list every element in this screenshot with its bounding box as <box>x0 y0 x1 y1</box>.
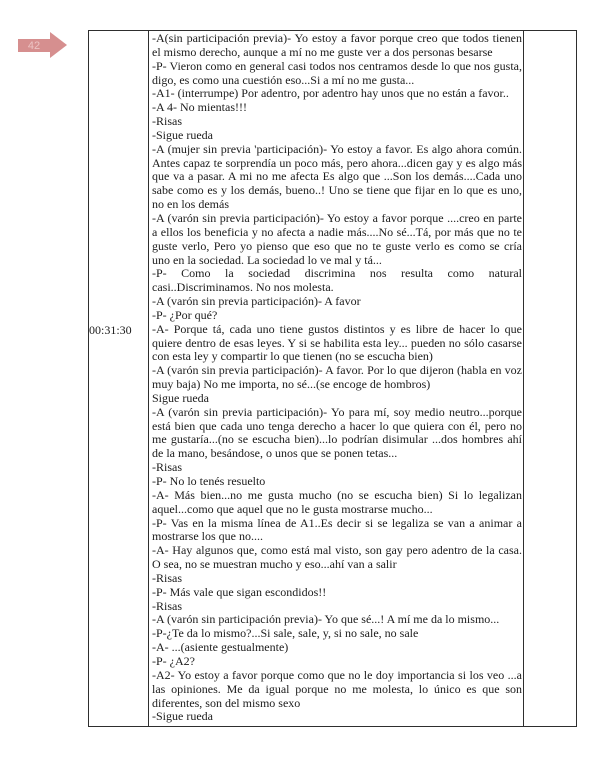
transcript-paragraph: -Risas <box>152 114 182 129</box>
transcript-paragraph: -A- Más bien...no me gusta mucho (no se escucha bien) Si lo legalizan aquel...como que aquel que no le gusta mostrarse mucho... <box>152 487 522 516</box>
comment-marker-body <box>18 39 50 52</box>
transcript-paragraph: -Sigue rueda <box>152 127 213 142</box>
timestamp-value: 00:31:30 <box>89 323 132 337</box>
empty-cell <box>524 31 576 726</box>
transcript-cell <box>149 31 524 726</box>
transcript-paragraph: -A (varón sin previa participación)- A favor <box>152 294 361 309</box>
transcript-table <box>88 30 577 727</box>
transcript-paragraph: -P- No lo tenés resuelto <box>152 474 266 488</box>
transcript-paragraph: -P- Como la sociedad discrimina nos resulta como natural casi..Discriminamos. No nos molesta. <box>152 266 522 295</box>
transcript-paragraph: -A (varón sin participación previa)- Yo que sé...! A mí me da lo mismo... <box>152 612 500 627</box>
transcript-paragraph: -A (varón sin previa participación)- Yo para mí, soy medio neutro...porque está bien que cada uno tenga derecho a hacer lo que quiera con él, pero no me gustaría...(no se escucha bien)...lo podrían disimular ...dos hombres ahí de la mano, besándose, o unos que se ponen tetas... <box>152 404 522 461</box>
transcript-paragraph: -Risas <box>152 598 182 613</box>
transcript-paragraph: Sigue rueda <box>152 390 209 405</box>
transcript-paragraph: -A2- Yo estoy a favor porque como que no le doy importancia si los veo ...a las opiniones. Me da igual porque no me molesta, lo único es que son diferentes, son del mismo sexo <box>152 667 522 710</box>
transcript-paragraph: -P-¿Te da lo mismo?...Si sale, sale, y, si no sale, no sale <box>152 626 419 641</box>
transcript-paragraph: -A (mujer sin previa 'participación)- Yo estoy a favor. Es algo ahora común. Antes capaz te sorprendía un poco más, pero ahora...dicen gay y es algo más que va a pasar. A mi no me afecta Es algo que ...Son los demás....Cada uno sabe como es y los demás, bueno..! Uno se tiene que fijar en lo que es uno, no en los demás <box>152 141 522 212</box>
transcript-paragraph: -P- Más vale que sigan escondidos!! <box>152 584 327 599</box>
transcript-paragraph: -A- Hay algunos que, como está mal visto, son gay pero adentro de la casa. O sea, no se muestran mucho y eso...ahí van a salir <box>152 543 522 572</box>
comment-marker-arrow <box>18 32 67 58</box>
transcript-paragraph: -P- ¿Por qué? <box>152 307 218 322</box>
timestamp-cell <box>89 31 149 726</box>
transcript-paragraph: -Risas <box>152 460 182 475</box>
transcript-paragraph: -A (varón sin previa participación)- A favor. Por lo que dijeron (habla en voz muy baja) No me importa, no sé...(se encoge de hombros) <box>152 363 522 392</box>
transcript-paragraph: -Risas <box>152 570 182 585</box>
transcript-paragraph: -A(sin participación previa)- Yo estoy a favor porque creo que todos tienen el mismo derecho, aunque a mí no me guste ver a dos personas besarse <box>152 31 522 59</box>
comment-marker-number: 42 <box>27 39 41 52</box>
transcript-paragraph: -A 4- No mientas!!! <box>152 100 247 115</box>
arrow-right-icon <box>50 32 67 58</box>
transcript-paragraph: -A- Porque tá, cada uno tiene gustos distintos y es libre de hacer lo que quiere dentro de esas leyes. Y si se habilita esta ley... pueden no sólo casarse con esta ley y compartir lo que tienen (no se escucha bien) <box>152 321 522 364</box>
transcript-paragraph: -P- ¿A2? <box>152 653 195 668</box>
transcript-paragraph: -A (varón sin previa participación)- Yo estoy a favor porque ....creo en parte a ellos los beneficia y no afecta a nadie más....No sé...Tá, por más que no te guste verlo, Pero yo pienso que eso que no te guste verlo es como se cría uno en la sociedad. La sociedad lo ve mal y tá... <box>152 210 522 267</box>
transcript-paragraph: -A1- (interrumpe) Por adentro, por adentro hay unos que no están a favor.. <box>152 86 509 101</box>
transcript-paragraph: -Sigue rueda <box>152 709 213 724</box>
transcript-paragraph: -P- Vieron como en general casi todos nos centramos desde lo que nos gusta, digo, es como una cuestión eso...Si a mí no me gusta... <box>152 58 522 87</box>
transcript-paragraph: -P- Vas en la misma línea de A1..Es decir si se legaliza se van a animar a mostrarse los que no.... <box>152 515 522 544</box>
transcript-paragraph: -A- ...(asiente gestualmente) <box>152 640 289 655</box>
